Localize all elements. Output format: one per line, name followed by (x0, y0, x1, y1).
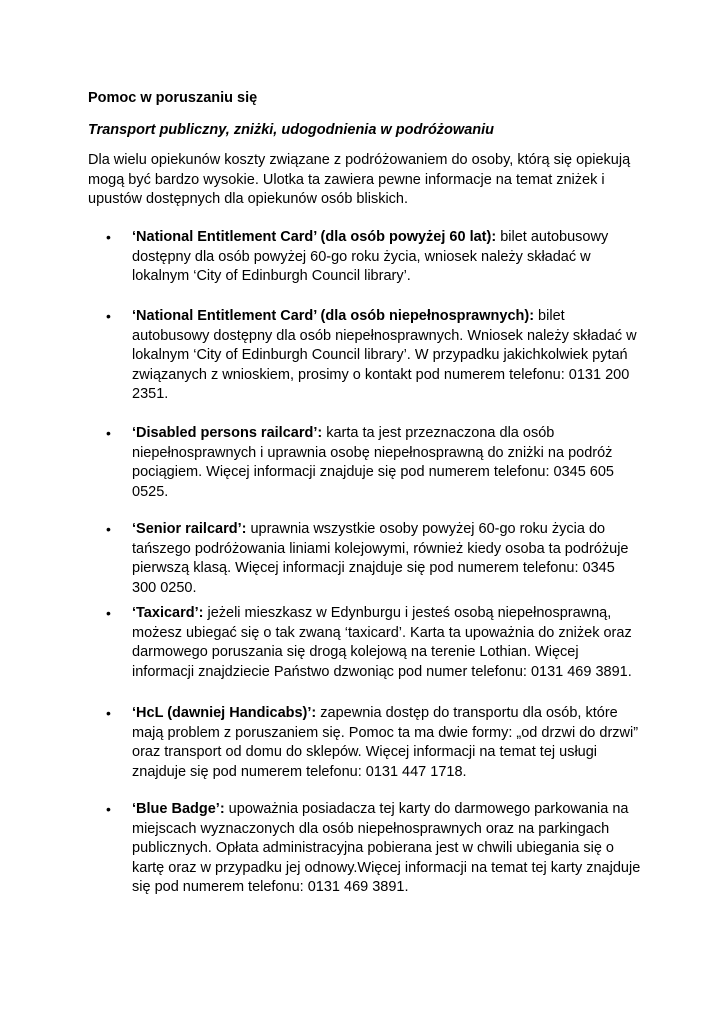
page-subtitle: Transport publiczny, zniżki, udogodnienia w podróżowaniu (88, 122, 494, 138)
bullet-icon: • (106, 521, 111, 537)
list-item-taxicard (106, 604, 642, 682)
list-item-blue-badge (106, 800, 642, 898)
bullet-icon: • (106, 425, 111, 441)
list-item-senior-railcard (106, 520, 642, 598)
bullet-icon: • (106, 605, 111, 621)
item-title: ‘National Entitlement Card’ (dla osób niepełnosprawnych): (132, 308, 535, 324)
item-title: ‘HcL (dawniej Handicabs)’: (132, 705, 317, 721)
bullet-icon: • (106, 308, 111, 324)
list-item-national-card-disabled (106, 307, 642, 405)
item-title: ‘National Entitlement Card’ (dla osób powyżej 60 lat): (132, 229, 497, 245)
item-title: ‘Blue Badge’: (132, 801, 225, 817)
item-text: upoważnia posiadacza tej karty do darmowego parkowania na miejscach wyznaczonych dla osób niepełnosprawnych oraz na parkingach publicznych. Opłata administracyjna pobierana jest w chwili ubiegania się o kartę oraz w przypadku jej odnowy.Więcej informacji na temat tej karty znajduje się pod numerem telefonu: 0131 469 3891. (132, 801, 641, 895)
bullet-icon: • (106, 229, 111, 245)
page-title: Pomoc w poruszaniu się (88, 90, 258, 106)
item-text: karta ta jest przeznaczona dla osób niepełnosprawnych i uprawnia osobę niepełnosprawną do zniżki na podróż pociągiem. Więcej informacji znajduje się pod numerem telefonu: 0345 605 0525. (132, 425, 614, 500)
item-text: zapewnia dostęp do transportu dla osób, które mają problem z poruszaniem się. Pomoc ta ma dwie formy: „od drzwi do drzwi” oraz transport od domu do sklepów. Więcej informacji na temat tej usługi znajduje się pod numerem telefonu: 0131 447 1718. (132, 705, 639, 780)
item-title: ‘Taxicard’: (132, 605, 204, 621)
item-title: ‘Senior railcard’: (132, 521, 247, 537)
bullet-icon: • (106, 705, 111, 721)
item-text: bilet autobusowy dostępny dla osób powyżej 60-go roku życia, wniosek należy składać w lokalnym ‘City of Edinburgh Council library’. (132, 229, 609, 284)
list-item-hcl (106, 704, 642, 782)
item-text: jeżeli mieszkasz w Edynburgu i jesteś osobą niepełnosprawną, możesz ubiegać się o tak zwaną ‘taxicard’. Karta ta upoważnia do zniżek oraz darmowego poruszania się drogą kolejową na terenie Lothian. Więcej informacji znajdziecie Państwo dzwoniąc pod numer telefonu: 0131 469 3891. (132, 605, 632, 680)
list-item-disabled-railcard (106, 424, 642, 502)
bullet-icon: • (106, 801, 111, 817)
item-text: bilet autobusowy dostępny dla osób niepełnosprawnych. Wniosek należy składać w lokalnym ‘City of Edinburgh Council library’. W przypadku jakichkolwiek pytań związanych z wnioskiem, prosimy o kontakt pod numerem telefonu: 0131 200 2351. (132, 308, 637, 402)
list-item-national-card-60 (106, 228, 642, 287)
item-text: uprawnia wszystkie osoby powyżej 60-go roku życia do tańszego podróżowania liniami kolejowymi, również kiedy osoba ta podróżuje pierwszą klasą. Więcej informacji znajduje się pod numerem telefonu: 0345 300 0250. (132, 521, 629, 596)
intro-paragraph: Dla wielu opiekunów koszty związane z podróżowaniem do osoby, którą się opiekują mogą być bardzo wysokie. Ulotka ta zawiera pewne informacje na temat zniżek i upustów dostępnych dla opiekunów osób bliskich. (88, 152, 631, 207)
item-title: ‘Disabled persons railcard’: (132, 425, 323, 441)
